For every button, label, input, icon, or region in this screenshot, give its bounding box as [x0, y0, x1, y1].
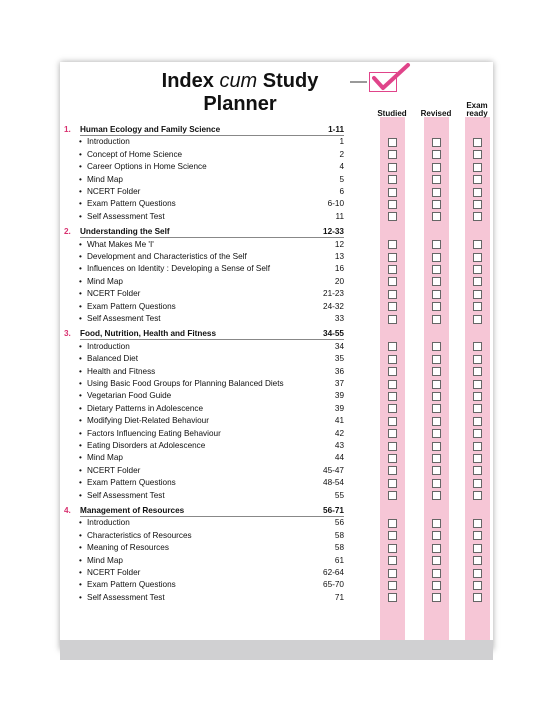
checkbox-revised[interactable] — [432, 544, 441, 553]
bullet: • — [79, 490, 82, 500]
item-title: Mind Map — [87, 453, 123, 463]
bullet: • — [79, 289, 82, 299]
checkbox-exam-ready[interactable] — [473, 277, 482, 286]
checkbox-studied[interactable] — [388, 240, 397, 249]
checkbox-studied[interactable] — [388, 253, 397, 262]
item-pages: 13 — [334, 252, 344, 261]
checkbox-revised[interactable] — [432, 429, 441, 438]
section-number: 1. — [64, 125, 71, 134]
checkbox-revised[interactable] — [432, 380, 441, 389]
bullet: • — [79, 441, 82, 450]
checkbox-revised[interactable] — [432, 265, 441, 274]
item-title: Exam Pattern Questions — [87, 580, 176, 590]
checkbox-studied[interactable] — [388, 556, 397, 565]
checkbox-exam-ready[interactable] — [473, 544, 482, 553]
item-title: Vegetarian Food Guide — [87, 391, 172, 401]
checkbox-exam-ready[interactable] — [473, 466, 482, 475]
checkbox-revised[interactable] — [432, 392, 441, 401]
index-item — [60, 239, 350, 251]
checkbox-exam-ready[interactable] — [473, 519, 482, 528]
item-pages: 16 — [334, 264, 344, 274]
checkbox-studied[interactable] — [388, 531, 397, 540]
index-item — [60, 263, 350, 275]
checkmark-icon — [372, 62, 412, 92]
index-item — [60, 136, 350, 148]
checkbox-revised[interactable] — [432, 367, 441, 376]
index-item — [60, 579, 350, 591]
checkbox-studied[interactable] — [388, 212, 397, 221]
checkbox-exam-ready[interactable] — [473, 315, 482, 324]
index-item — [60, 174, 350, 186]
index-item — [60, 313, 350, 325]
checkbox-studied[interactable] — [388, 138, 397, 147]
checkbox-studied[interactable] — [388, 593, 397, 602]
index-item — [60, 415, 350, 427]
checkbox-exam-ready[interactable] — [473, 212, 482, 221]
bullet: • — [79, 314, 82, 323]
section-pages: 12-33 — [323, 227, 344, 237]
checkbox-revised[interactable] — [432, 569, 441, 578]
section-number: 3. — [64, 329, 71, 339]
checkbox-revised[interactable] — [432, 531, 441, 540]
checkbox-exam-ready[interactable] — [473, 479, 482, 488]
item-title: Modifying Diet-Related Behaviour — [87, 416, 209, 426]
item-pages: 48-54 — [323, 478, 344, 488]
item-pages: 41 — [334, 416, 344, 426]
checkbox-revised[interactable] — [432, 479, 441, 488]
bullet: • — [79, 592, 82, 602]
checkbox-exam-ready[interactable] — [473, 392, 482, 401]
bullet: • — [79, 239, 82, 249]
item-title: Mind Map — [87, 174, 123, 184]
item-title: Health and Fitness — [87, 366, 156, 376]
checkbox-studied[interactable] — [388, 188, 397, 197]
item-title: Exam Pattern Questions — [87, 199, 176, 209]
section-title: Management of Resources — [80, 506, 185, 515]
bullet: • — [79, 568, 82, 577]
checkbox-studied[interactable] — [388, 491, 397, 500]
checkbox-revised[interactable] — [432, 138, 441, 147]
checkbox-revised[interactable] — [432, 556, 441, 565]
checkbox-revised[interactable] — [432, 581, 441, 590]
checkbox-studied[interactable] — [388, 315, 397, 324]
item-pages: 20 — [334, 276, 344, 286]
item-pages: 45-47 — [323, 465, 344, 475]
bullet: • — [79, 465, 82, 475]
index-item — [60, 276, 350, 288]
planner-page — [60, 62, 493, 650]
index-item — [60, 490, 350, 502]
item-pages: 6-10 — [327, 199, 344, 209]
checkbox-studied[interactable] — [388, 380, 397, 389]
checkbox-exam-ready[interactable] — [473, 302, 482, 311]
checkbox-revised[interactable] — [432, 442, 441, 451]
checkbox-studied[interactable] — [388, 200, 397, 209]
bullet: • — [79, 341, 82, 351]
checkbox-exam-ready[interactable] — [473, 531, 482, 540]
checkbox-studied[interactable] — [388, 442, 397, 451]
item-pages: 33 — [334, 314, 344, 323]
item-pages: 2 — [339, 149, 344, 159]
bullet: • — [79, 264, 82, 274]
bullet: • — [79, 428, 82, 438]
item-title: Exam Pattern Questions — [87, 301, 176, 311]
checkbox-exam-ready[interactable] — [473, 556, 482, 565]
checkbox-revised[interactable] — [432, 454, 441, 463]
index-item — [60, 517, 350, 529]
item-pages: 56 — [334, 518, 344, 528]
item-title: Development and Characteristics of the Self — [87, 252, 247, 261]
checkbox-revised[interactable] — [432, 466, 441, 475]
checkbox-exam-ready[interactable] — [473, 163, 482, 172]
item-title: Eating Disorders at Adolescence — [87, 441, 206, 450]
item-pages: 65-70 — [323, 580, 344, 590]
section-number: 2. — [64, 227, 71, 237]
checkbox-exam-ready[interactable] — [473, 367, 482, 376]
item-title: Concept of Home Science — [87, 149, 183, 159]
item-pages: 44 — [334, 453, 344, 463]
checkbox-exam-ready[interactable] — [473, 355, 482, 364]
item-pages: 24-32 — [323, 301, 344, 311]
checkbox-exam-ready[interactable] — [473, 581, 482, 590]
index-item — [60, 555, 350, 567]
section-title: Human Ecology and Family Science — [80, 125, 221, 134]
checkbox-revised[interactable] — [432, 212, 441, 221]
section-pages: 1-11 — [328, 125, 344, 134]
checkbox-revised[interactable] — [432, 491, 441, 500]
item-pages: 58 — [334, 530, 344, 540]
checkbox-studied[interactable] — [388, 265, 397, 274]
item-pages: 61 — [334, 555, 344, 565]
item-pages: 21-23 — [323, 289, 344, 299]
checkbox-studied[interactable] — [388, 277, 397, 286]
bullet: • — [79, 518, 82, 528]
item-title: Influences on Identity : Developing a Sense of Self — [87, 264, 270, 274]
index-item — [60, 477, 350, 489]
bullet: • — [79, 162, 82, 172]
index-item — [60, 567, 350, 579]
bullet: • — [79, 149, 82, 159]
column-header: Exam ready — [466, 101, 488, 118]
bullet: • — [79, 580, 82, 590]
checkbox-studied[interactable] — [388, 479, 397, 488]
index-item — [60, 428, 350, 440]
index-item — [60, 452, 350, 464]
item-pages: 12 — [334, 239, 344, 249]
checkbox-revised[interactable] — [432, 163, 441, 172]
bullet: • — [79, 354, 82, 364]
index-item — [60, 378, 350, 390]
title-connector-line — [350, 81, 367, 83]
index-item — [60, 251, 350, 263]
item-title: Introduction — [87, 341, 130, 351]
checkbox-exam-ready[interactable] — [473, 265, 482, 274]
item-pages: 1 — [339, 137, 344, 147]
bullet: • — [79, 416, 82, 426]
item-pages: 58 — [334, 543, 344, 553]
index-item — [60, 301, 350, 313]
bullet: • — [79, 453, 82, 463]
index-item — [60, 186, 350, 198]
checkbox-studied[interactable] — [388, 150, 397, 159]
checkbox-exam-ready[interactable] — [473, 200, 482, 209]
page-bottom-strip — [60, 640, 493, 660]
item-title: Career Options in Home Science — [87, 162, 207, 172]
bullet: • — [79, 366, 82, 376]
item-title: Mind Map — [87, 555, 123, 565]
section-title: Food, Nutrition, Health and Fitness — [80, 329, 217, 339]
item-pages: 71 — [334, 592, 344, 602]
checkbox-revised[interactable] — [432, 188, 441, 197]
checkbox-revised[interactable] — [432, 519, 441, 528]
checkbox-exam-ready[interactable] — [473, 253, 482, 262]
item-title: Mind Map — [87, 276, 123, 286]
item-title: NCERT Folder — [87, 289, 141, 299]
bullet: • — [79, 187, 82, 196]
checkbox-studied[interactable] — [388, 355, 397, 364]
checkbox-exam-ready[interactable] — [473, 138, 482, 147]
checkbox-exam-ready[interactable] — [473, 442, 482, 451]
checkbox-exam-ready[interactable] — [473, 593, 482, 602]
checkbox-exam-ready[interactable] — [473, 454, 482, 463]
item-title: Self Assessment Test — [87, 592, 165, 602]
checkbox-exam-ready[interactable] — [473, 342, 482, 351]
checkbox-exam-ready[interactable] — [473, 175, 482, 184]
checkbox-exam-ready[interactable] — [473, 569, 482, 578]
checkbox-studied[interactable] — [388, 367, 397, 376]
item-pages: 39 — [334, 403, 344, 413]
bullet: • — [79, 530, 82, 540]
item-pages: 62-64 — [323, 568, 344, 577]
index-item — [60, 592, 350, 604]
item-title: Introduction — [87, 137, 130, 147]
section-title: Understanding the Self — [80, 227, 170, 237]
checkbox-exam-ready[interactable] — [473, 380, 482, 389]
index-item — [60, 530, 350, 542]
column-header: Studied — [377, 109, 407, 118]
item-pages: 34 — [334, 341, 344, 351]
item-title: Factors Influencing Eating Behaviour — [87, 428, 221, 438]
column-header: Revised — [420, 109, 452, 118]
item-title: Characteristics of Resources — [87, 530, 192, 540]
checkbox-revised[interactable] — [432, 240, 441, 249]
checkbox-revised[interactable] — [432, 355, 441, 364]
item-pages: 36 — [334, 366, 344, 376]
section-pages: 56-71 — [323, 506, 344, 515]
checkbox-studied[interactable] — [388, 175, 397, 184]
item-pages: 42 — [334, 428, 344, 438]
item-pages: 11 — [335, 211, 344, 221]
bullet: • — [79, 301, 82, 311]
checkbox-revised[interactable] — [432, 277, 441, 286]
bullet: • — [79, 403, 82, 413]
bullet: • — [79, 478, 82, 488]
checkbox-studied[interactable] — [388, 429, 397, 438]
bullet: • — [79, 174, 82, 184]
index-item — [60, 211, 350, 223]
checkbox-exam-ready[interactable] — [473, 150, 482, 159]
item-title: Balanced Diet — [87, 354, 138, 364]
index-item — [60, 353, 350, 365]
item-pages: 4 — [339, 162, 344, 172]
item-title: NCERT Folder — [87, 465, 141, 475]
index-item — [60, 440, 350, 452]
title-text-2: Study Planner — [203, 70, 319, 115]
page-title — [130, 70, 350, 115]
checkbox-studied[interactable] — [388, 404, 397, 413]
index-item — [60, 288, 350, 300]
title-text-1: Index — [161, 70, 220, 92]
item-pages: 55 — [334, 490, 344, 500]
title-text-italic: cum — [219, 70, 258, 92]
index-item — [60, 403, 350, 415]
item-title: Dietary Patterns in Adolescence — [87, 403, 204, 413]
index-item — [60, 341, 350, 353]
bullet: • — [79, 391, 82, 401]
checkbox-studied[interactable] — [388, 454, 397, 463]
checkbox-revised[interactable] — [432, 290, 441, 299]
checkbox-studied[interactable] — [388, 392, 397, 401]
checkbox-revised[interactable] — [432, 404, 441, 413]
checkbox-revised[interactable] — [432, 417, 441, 426]
section-number: 4. — [64, 506, 71, 515]
checkbox-studied[interactable] — [388, 581, 397, 590]
item-pages: 39 — [334, 391, 344, 401]
checkbox-studied[interactable] — [388, 417, 397, 426]
item-title: Self Assessment Test — [87, 490, 165, 500]
item-title: What Makes Me 'I' — [87, 239, 154, 249]
checkbox-exam-ready[interactable] — [473, 417, 482, 426]
checkbox-studied[interactable] — [388, 569, 397, 578]
checkbox-exam-ready[interactable] — [473, 404, 482, 413]
checkbox-studied[interactable] — [388, 342, 397, 351]
item-title: Using Basic Food Groups for Planning Balanced Diets — [87, 379, 284, 388]
index-item — [60, 542, 350, 554]
item-title: NCERT Folder — [87, 187, 141, 196]
item-title: Introduction — [87, 518, 130, 528]
checkbox-exam-ready[interactable] — [473, 240, 482, 249]
bullet: • — [79, 379, 82, 388]
index-item — [60, 198, 350, 210]
checkbox-exam-ready[interactable] — [473, 188, 482, 197]
item-title: Self Assessment Test — [87, 211, 165, 221]
item-title: Meaning of Resources — [87, 543, 169, 553]
bullet: • — [79, 252, 82, 261]
checkbox-revised[interactable] — [432, 342, 441, 351]
checkbox-revised[interactable] — [432, 175, 441, 184]
checkbox-studied[interactable] — [388, 519, 397, 528]
checkbox-revised[interactable] — [432, 315, 441, 324]
item-title: NCERT Folder — [87, 568, 141, 577]
checkbox-studied[interactable] — [388, 466, 397, 475]
checkbox-studied[interactable] — [388, 163, 397, 172]
bullet: • — [79, 137, 82, 147]
bullet: • — [79, 276, 82, 286]
index-item — [60, 149, 350, 161]
item-title: Self Assesment Test — [87, 314, 161, 323]
item-pages: 5 — [339, 174, 344, 184]
index-item — [60, 161, 350, 173]
index-item — [60, 465, 350, 477]
item-pages: 6 — [339, 187, 344, 196]
index-item — [60, 390, 350, 402]
item-title: Exam Pattern Questions — [87, 478, 176, 488]
bullet: • — [79, 543, 82, 553]
checkbox-revised[interactable] — [432, 253, 441, 262]
bullet: • — [79, 211, 82, 221]
item-pages: 35 — [334, 354, 344, 364]
checkbox-revised[interactable] — [432, 200, 441, 209]
index-item — [60, 366, 350, 378]
checkbox-exam-ready[interactable] — [473, 491, 482, 500]
checkbox-revised[interactable] — [432, 150, 441, 159]
checkbox-exam-ready[interactable] — [473, 290, 482, 299]
checkbox-exam-ready[interactable] — [473, 429, 482, 438]
checkbox-revised[interactable] — [432, 302, 441, 311]
section-pages: 34-55 — [323, 329, 344, 339]
item-pages: 43 — [334, 441, 344, 450]
bullet: • — [79, 199, 82, 209]
checkbox-studied[interactable] — [388, 290, 397, 299]
checkbox-studied[interactable] — [388, 302, 397, 311]
bullet: • — [79, 555, 82, 565]
item-pages: 37 — [334, 379, 344, 388]
checkbox-revised[interactable] — [432, 593, 441, 602]
checkbox-studied[interactable] — [388, 544, 397, 553]
